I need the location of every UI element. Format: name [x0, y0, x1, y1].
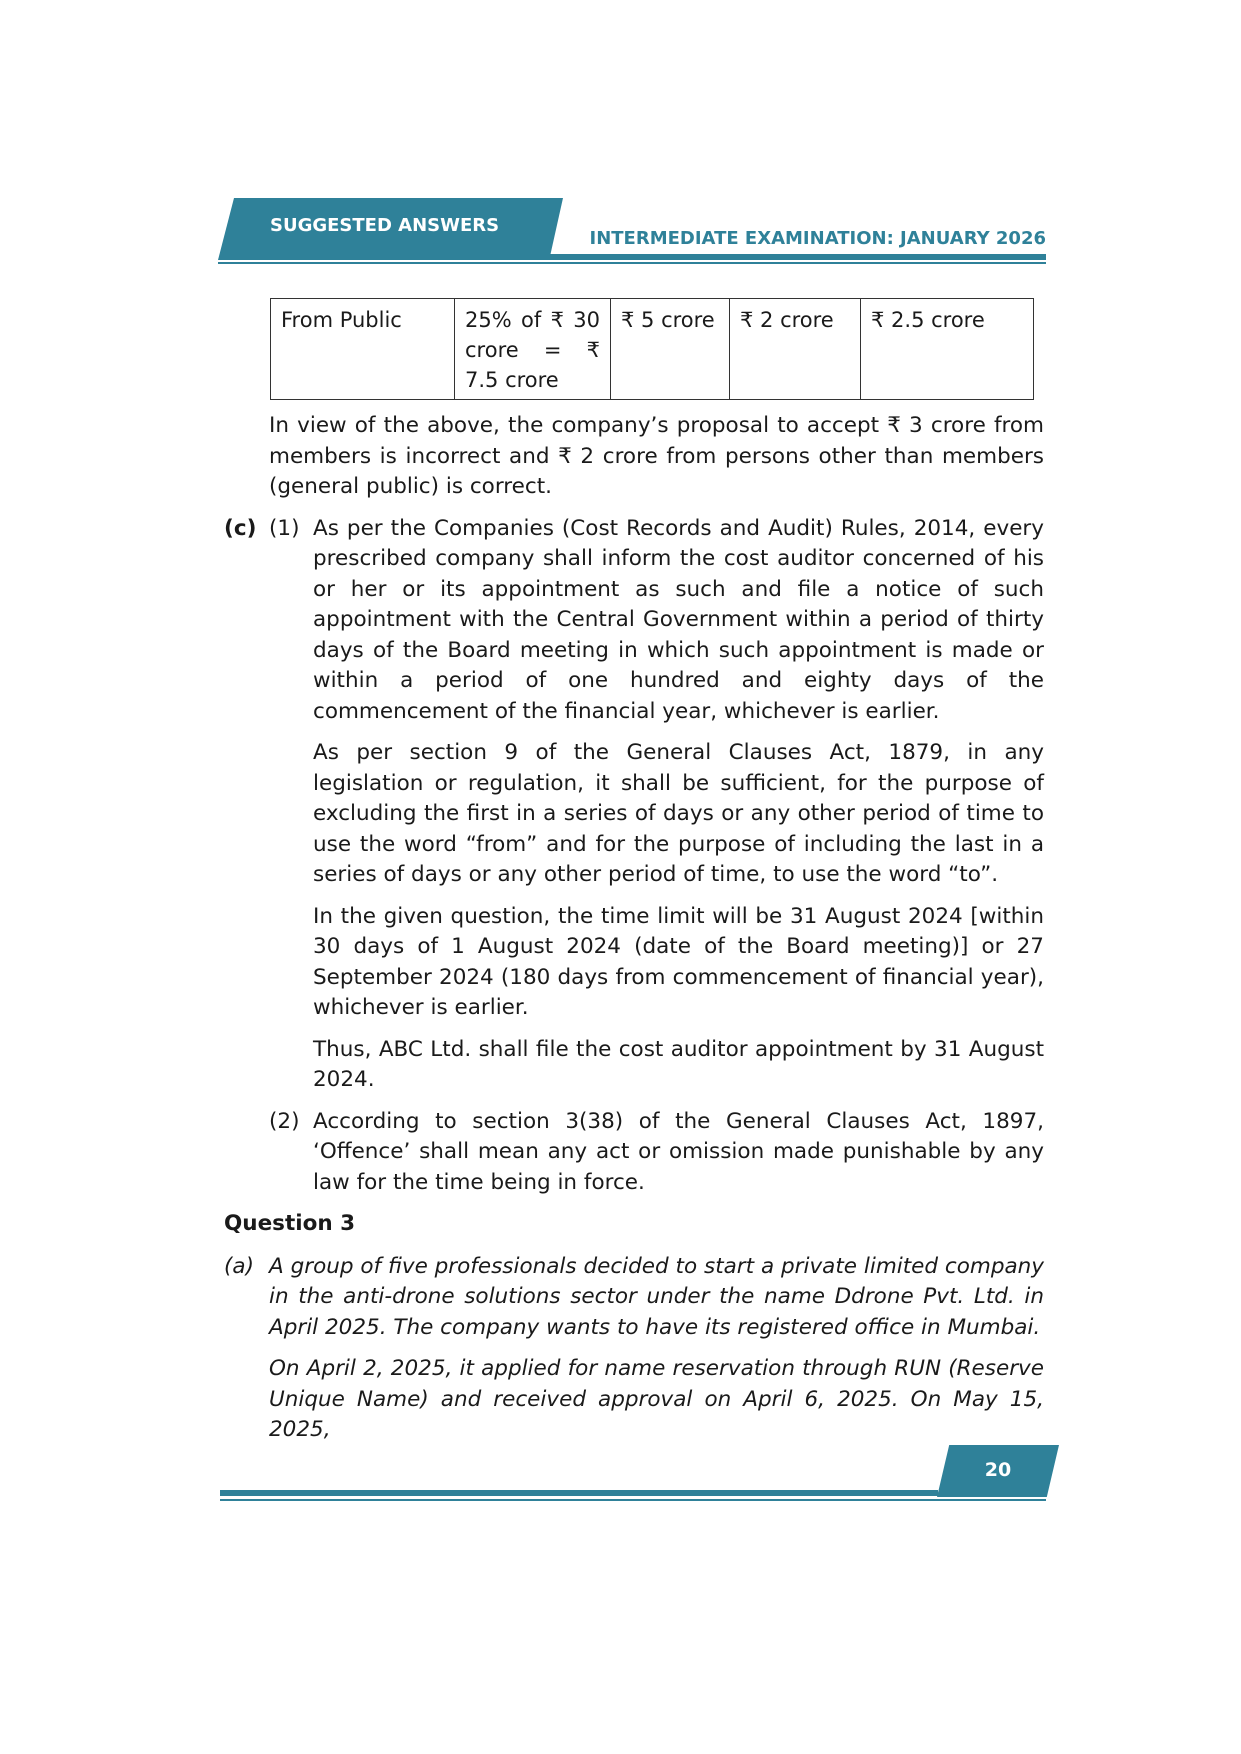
item-1-paragraph-1: As per the Companies (Cost Records and Audit) Rules, 2014, every prescribed company shall inform the cost auditor concerned of his or her or its appointment as such and file a notice of such appointment with the Central Government within a period of thirty days of the Board meeting in which such appointment is made or within a period of one hundred and eighty days of the commencement of the financial year, whichever is earlier.	[313, 515, 1044, 724]
header-right-title: INTERMEDIATE EXAMINATION: JANUARY 2026	[589, 228, 1046, 249]
conclusion-paragraph: In view of the above, the company’s proposal to accept ₹ 3 crore from members is incorrect and ₹ 2 crore from persons other than members (general public) is correct.	[269, 413, 1044, 499]
item-1-paragraph-3: In the given question, the time limit will be 31 August 2024 [within 30 days of 1 August 2024 (date of the Board meeting)] or 27 September 2024 (180 days from commencement of financial year), whichever is earlier.	[313, 903, 1044, 1020]
header-rule-thick	[548, 254, 1046, 260]
page-content	[224, 298, 1044, 1446]
table-cell: From Public	[271, 299, 455, 400]
question-3-heading: Question 3	[224, 1211, 356, 1236]
item-1-label: (1)	[269, 515, 300, 541]
table-row	[271, 299, 1034, 400]
header-left-title: SUGGESTED ANSWERS	[270, 215, 500, 236]
table-cell: ₹ 2.5 crore	[861, 299, 1034, 400]
item-1-paragraph-2: As per section 9 of the General Clauses Act, 1879, in any legislation or regulation, it shall be sufficient, for the purpose of excluding the first in a series of days or any other period of time to use the word “from” and for the purpose of including the last in a series of days or any other period of time, to use the word “to”.	[313, 740, 1044, 887]
footer-rule-thick	[220, 1490, 938, 1496]
page-number: 20	[984, 1459, 1012, 1481]
header-rule-thin	[218, 262, 1046, 264]
capital-table	[270, 298, 1034, 400]
table-cell: ₹ 5 crore	[611, 299, 730, 400]
item-2-label: (2)	[269, 1108, 300, 1134]
part-a-paragraph-1: A group of five professionals decided to start a private limited company in the anti-drone solutions sector under the name Ddrone Pvt. Ltd. in April 2025. The company wants to have its registered office in Mumbai.	[269, 1253, 1044, 1340]
part-a-label: (a)	[224, 1253, 254, 1279]
section-c-item-1	[224, 514, 1044, 728]
table-cell: 25% of ₹ 30 crore = ₹ 7.5 crore	[455, 299, 611, 400]
item-1-paragraph-4: Thus, ABC Ltd. shall file the cost auditor appointment by 31 August 2024.	[313, 1036, 1044, 1092]
section-c-item-2	[269, 1107, 1044, 1199]
section-c-label: (c)	[224, 515, 257, 541]
item-2-paragraph: According to section 3(38) of the General Clauses Act, 1897, ‘Offence’ shall mean any act or omission made punishable by any law for the time being in force.	[313, 1108, 1044, 1195]
table-cell: ₹ 2 crore	[730, 299, 861, 400]
part-a-paragraph-2: On April 2, 2025, it applied for name reservation through RUN (Reserve Unique Name) and received approval on April 6, 2025. On May 15, 2025,	[269, 1356, 1044, 1442]
footer-rule-thin	[220, 1499, 1046, 1501]
question-3-part-a	[224, 1252, 1044, 1344]
